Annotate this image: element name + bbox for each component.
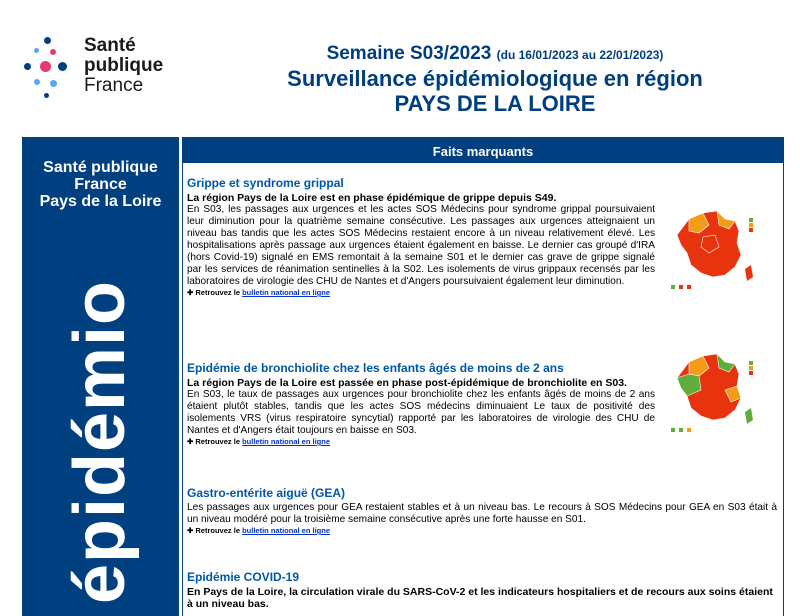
bulletin-title: Surveillance épidémiologique en région	[287, 66, 703, 91]
more-prefix: Retrouvez le	[195, 526, 240, 535]
map-legend	[749, 217, 755, 232]
week-label: Semaine S03/2023	[326, 43, 492, 64]
sidebar-line-1: Santé publique	[43, 159, 158, 176]
logo-dot	[34, 48, 39, 53]
logo-text-sante: Santé	[84, 35, 136, 56]
sidebar-title	[22, 159, 179, 210]
logo-dot	[50, 80, 57, 87]
logo-dot	[24, 63, 31, 70]
sidebar	[22, 137, 179, 616]
national-bulletin-link[interactable]: bulletin national en ligne	[242, 288, 331, 297]
main-panel	[182, 137, 784, 616]
logo-dot	[50, 49, 56, 55]
week-line	[200, 43, 790, 66]
section-lead: La région Pays de la Loire est en phase épidémique de grippe depuis S49.	[187, 192, 557, 204]
section-title: Grippe et syndrome grippal	[187, 176, 344, 190]
logo-dot	[44, 37, 51, 44]
national-bulletin-link[interactable]: bulletin national en ligne	[242, 526, 331, 535]
grippe-map-france	[669, 207, 779, 297]
bronchiolite-map-france	[669, 350, 779, 440]
section-title: Epidémie COVID-19	[187, 570, 300, 584]
section-title: Gastro-entérite aiguë (GEA)	[187, 486, 346, 500]
section-text: Les passages aux urgences pour GEA restaient stables et à un niveau bas. Le recours à SOS Médecins pour GEA en S03 était à un niveau modéré pour la troisième semaine consécutive après une forte hausse en S01.	[187, 502, 777, 525]
plus-icon: ✚	[187, 437, 194, 446]
logo-dot	[40, 61, 51, 72]
more-prefix: Retrouvez le	[195, 288, 240, 297]
france-map-icon	[669, 207, 779, 297]
sidebar-line-3: Pays de la Loire	[39, 193, 162, 210]
region-name: PAYS DE LA LOIRE	[394, 91, 596, 116]
bulletin-header	[200, 43, 790, 116]
section-covid	[187, 570, 777, 610]
sidebar-vertical-text: épidémio	[60, 279, 140, 605]
logo-dot	[44, 93, 49, 98]
sante-publique-france-logo	[20, 35, 190, 115]
week-dates: (du 16/01/2023 au 22/01/2023)	[496, 48, 664, 62]
faits-marquants-bar: Faits marquants	[183, 137, 783, 163]
section-lead: En Pays de la Loire, la circulation virale du SARS-CoV-2 et les indicateurs hospitaliers et de recours aux soins étaient à un niveau bas.	[187, 586, 773, 610]
plus-icon: ✚	[187, 288, 194, 297]
plus-icon: ✚	[187, 526, 194, 535]
section-gea	[187, 486, 777, 536]
section-text: En S03, le taux de passages aux urgences pour bronchiolite chez les enfants âgés de moins de 2 ans étaient plutôt stables, tandis que les actes SOS médecins diminuaient Le taux de positivité des isolements VRS (virus respiratoire syncytial) rapporté par les laboratoires de virologie des CHU de Nantes et d'Angers était toujours en baisse en S03.	[187, 389, 655, 436]
logo-text-publique: publique	[84, 55, 164, 76]
france-map-icon	[669, 350, 779, 440]
logo-text-france: France	[84, 75, 144, 96]
section-lead: La région Pays de la Loire est passée en phase post-épidémique de bronchiolite en S03.	[187, 377, 627, 389]
national-bulletin-link-line	[187, 526, 777, 536]
more-prefix: Retrouvez le	[195, 437, 240, 446]
section-title: Epidémie de bronchiolite chez les enfants âgés de moins de 2 ans	[187, 361, 564, 375]
logo-dot	[58, 62, 67, 71]
sidebar-line-2: France	[74, 176, 127, 193]
section-text: En S03, les passages aux urgences et les actes SOS Médecins pour syndrome grippal poursuivaient leur diminution pour la quatrième semaine consécutive. Les passages aux urgences atteignaient un niveau bas tandis que les actes SOS Médecins restaient encore à un niveau relativement élevé. Les hospitalisations après passage aux urgences étaient également en baisse. Le dernier cas groupé d'IRA (hors Covid-19) signalé en EMS remontait à la semaine S01 et le dernier cas grave de grippe signalé par les services de réanimation sentinelles à la S02. Les isolements de virus grippaux recensés par les laboratoires de virologie des CHU de Nantes et d'Angers poursuivaient également leur diminution.	[187, 204, 655, 287]
map-legend	[749, 360, 755, 375]
national-bulletin-link[interactable]: bulletin national en ligne	[242, 437, 331, 446]
logo-dot	[34, 79, 40, 85]
